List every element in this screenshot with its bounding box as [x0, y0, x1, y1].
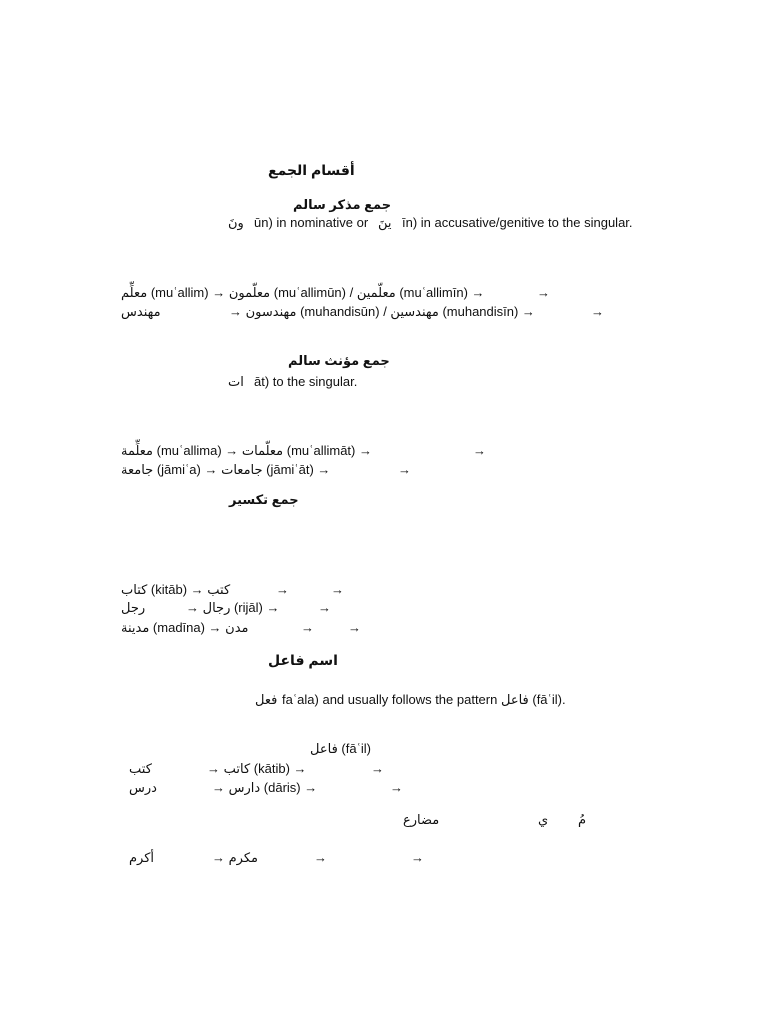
section2-example-2: جامعة (jāmiʿa) → جامعات (jāmiʿāt) → [121, 462, 331, 477]
section4-example-3-word: أكرم [129, 850, 155, 865]
section4-example-3-arrow-2: → [411, 850, 424, 865]
section3-example-2-arrow: → [318, 600, 331, 615]
section-heading-sound-feminine-plural: جمع مؤنث سالم [288, 353, 390, 368]
section1-example-1: معلِّم (muʿallim) → معلّمون (muʿallimūn) / معلّمين (muʿallimīn) → [121, 285, 485, 300]
section2-example-1-arrow: → [473, 443, 486, 458]
section4-pattern: فاعل (fāʿil) [310, 741, 371, 756]
section1-desc-nominative: ūn) in nominative or [254, 215, 369, 230]
section1-desc-suffix-in: ينَ [378, 215, 392, 230]
section1-desc-suffix-un: ونَ [228, 215, 244, 230]
section4-note-ya: ي [538, 812, 549, 827]
section3-example-1-arrow-1: → [276, 582, 289, 597]
section4-example-1-word: كتب [129, 761, 152, 776]
section3-example-3-arrow-2: → [348, 620, 361, 635]
section1-example-2-arrow: → [591, 304, 604, 319]
section1-example-2-word: مهندس [121, 304, 161, 319]
section1-example-1-arrow: → [537, 285, 550, 300]
section4-note-mudari: مضارع [403, 812, 440, 827]
section1-desc-accusative: īn) in accusative/genitive to the singular. [402, 215, 633, 230]
section4-desc-verb: فعل [255, 692, 278, 707]
section4-note-mu: مُ [578, 812, 587, 827]
section4-example-2: → دارس (dāris) → [212, 780, 318, 795]
section2-example-2-arrow: → [398, 462, 411, 477]
section-heading-broken-plural: جمع تكسير [229, 492, 299, 507]
section4-example-3: → مكرم [212, 850, 258, 865]
section4-example-1-arrow: → [371, 761, 384, 776]
section3-example-3-arrow-1: → [301, 620, 314, 635]
section4-desc-text: faʿala) and usually follows the pattern فاعل (fāʿil). [282, 692, 566, 707]
section4-example-2-arrow: → [390, 780, 403, 795]
section4-example-3-arrow-1: → [314, 850, 327, 865]
section3-example-1-arrow-2: → [331, 582, 344, 597]
section3-example-2: → رجال (rijāl) → [186, 600, 280, 615]
page-title: أقسام الجمع [268, 162, 355, 178]
section-heading-active-participle: اسم فاعل [268, 652, 338, 668]
section2-desc-suffix-at: ات [228, 374, 244, 389]
section4-example-2-word: درس [129, 780, 157, 795]
section-heading-sound-masculine-plural: جمع مذكر سالم [293, 197, 392, 212]
section3-example-1: كتاب (kitāb) → كتب [121, 582, 231, 597]
section3-example-2-word: رجل [121, 600, 146, 615]
section3-example-3: مدينة (madīna) → مدن [121, 620, 249, 635]
section2-desc-text: āt) to the singular. [254, 374, 358, 389]
section4-example-1: → كاتب (kātib) → [207, 761, 307, 776]
section1-example-2: → مهندسون (muhandisūn) / مهندسين (muhandisīn) → [229, 304, 535, 319]
section2-example-1: معلِّمة (muʿallima) → معلّمات (muʿallimāt) → [121, 443, 372, 458]
